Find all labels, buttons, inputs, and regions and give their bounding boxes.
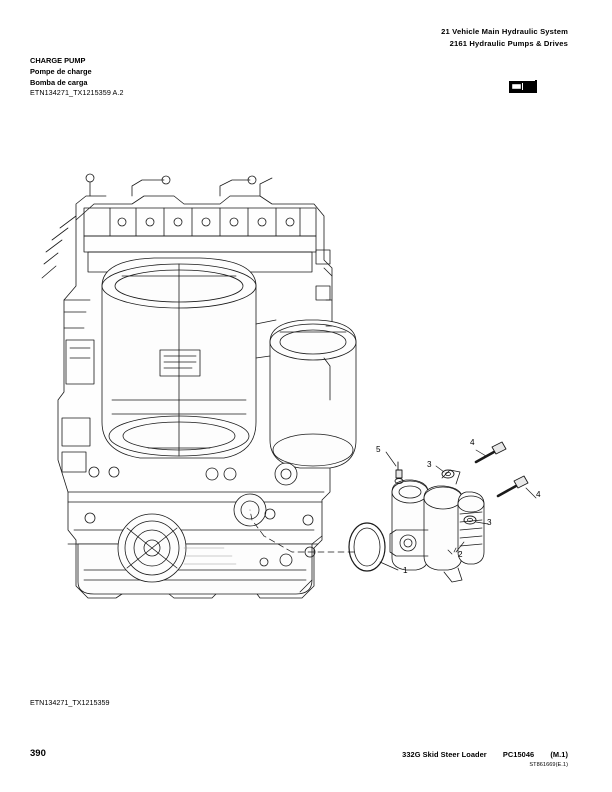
header-section-line: 21 Vehicle Main Hydraulic System — [441, 27, 568, 36]
figure-id-footer: ETN134271_TX1215359 — [30, 698, 110, 707]
footer-revision: (M.1) — [550, 750, 568, 759]
callout-4-upper: 4 — [470, 438, 475, 447]
header-subsection-line: 2161 Hydraulic Pumps & Drives — [449, 38, 568, 48]
footer-catalog: PC15046 — [502, 750, 535, 759]
callout-3-lower: 3 — [487, 518, 492, 527]
callout-2: 2 — [458, 550, 463, 559]
footer-doc-code: ST861669(E.1) — [529, 762, 568, 768]
page-header — [441, 26, 568, 50]
title-french: Pompe de charge — [30, 67, 92, 77]
title-spanish: Bomba de carga — [30, 78, 88, 88]
callout-4-lower: 4 — [536, 490, 541, 499]
footer-model: 332G Skid Steer Loader — [402, 750, 487, 759]
engine-and-charge-pump-drawing — [24, 100, 588, 680]
callout-5: 5 — [376, 445, 381, 454]
figure-part-reference: ETN134271_TX1215359 A.2 — [30, 88, 124, 97]
exploded-view-illustration — [24, 100, 588, 680]
figure-title-block — [30, 55, 92, 88]
footer-model-line — [0, 750, 568, 759]
callout-1: 1 — [403, 566, 408, 575]
title-english: CHARGE PUMP — [30, 56, 86, 65]
page-number: 390 — [30, 748, 46, 759]
continuation-arrow-icon — [509, 80, 537, 94]
callout-3-upper: 3 — [427, 460, 432, 469]
